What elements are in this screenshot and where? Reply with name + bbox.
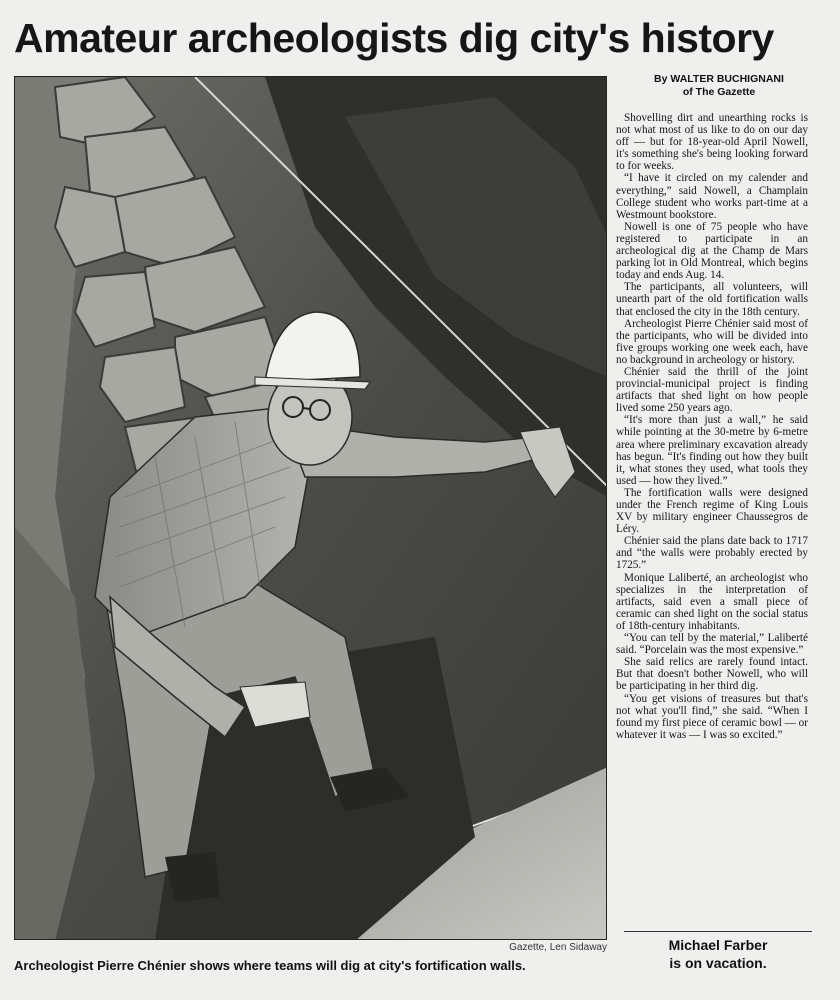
news-photo	[14, 76, 607, 940]
article-paragraph: The fortification walls were designed under the French regime of King Louis XV by military engineer Chaussegros de Léry.	[616, 486, 808, 536]
byline-outlet: of The Gazette	[682, 86, 756, 98]
photo-credit: Gazette, Len Sidaway	[509, 942, 607, 953]
article-paragraph: Chénier said the plans date back to 1717 and “the walls were probably erected by 1725.”	[616, 535, 808, 572]
article-paragraph: The participants, all volunteers, will unearth part of the old fortification walls that enclosed the city in the 18th century.	[616, 281, 808, 318]
article-paragraph: She said relics are rarely found intact. But that doesn't bother Nowell, who will be participating in her third dig.	[616, 656, 808, 693]
byline	[616, 73, 822, 99]
article-paragraph: Archeologist Pierre Chénier said most of the participants, who will be divided into five groups working one week each, have no background in archeology or history.	[616, 317, 808, 366]
article-paragraph: “You can tell by the material,” Laliberté said. “Porcelain was the most expensive.”	[616, 632, 808, 657]
columnist-notice	[624, 936, 812, 972]
byline-author: By WALTER BUCHIGNANI	[654, 73, 784, 85]
column-divider	[624, 931, 812, 932]
article-paragraph: “You get visions of treasures but that's not what you'll find,” she said. “When I found my first piece of ceramic bowl — or whatever it was — I was so excited.”	[616, 692, 808, 741]
headline: Amateur archeologists dig city's history	[14, 15, 774, 61]
columnist-status: is on vacation.	[669, 955, 767, 971]
article-paragraph: Shovelling dirt and unearthing rocks is not what most of us like to do on our day off — but for 18-year-old April Nowell, it's something she's being looking forward to for weeks.	[616, 112, 808, 173]
columnist-name: Michael Farber	[668, 937, 768, 953]
photo-caption: Archeologist Pierre Chénier shows where teams will dig at city's fortification walls.	[14, 958, 526, 973]
article-paragraph: “It's more than just a wall,” he said while pointing at the 30-metre by 6-metre area where preliminary excavation already has begun. “It's finding out how they built it, what stones they used, what tools they used — how they lived.”	[616, 414, 808, 487]
article-paragraph: Chénier said the thrill of the joint provincial-municipal project is finding artifacts that shed light on how people lived some 250 years ago.	[616, 365, 808, 415]
article-body	[616, 112, 808, 741]
article-paragraph: Nowell is one of 75 people who have registered to participate in an archeological dig at the Champ de Mars parking lot in Old Montreal, which begins today and ends Aug. 14.	[616, 220, 808, 282]
article-paragraph: “I have it circled on my calender and everything,” said Nowell, a Champlain College student who works part-time at a Westmount bookstore.	[616, 172, 808, 221]
article-paragraph: Monique Laliberté, an archeologist who specializes in the interpretation of artifacts, said even a small piece of ceramic can shed light on the social status of 18th-century inhabitants.	[616, 571, 808, 632]
